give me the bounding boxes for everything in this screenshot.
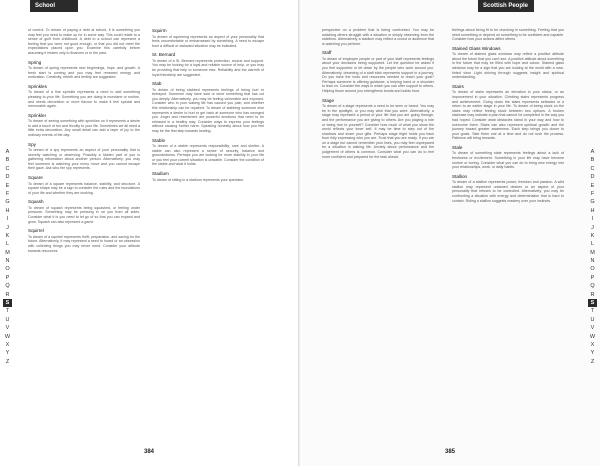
- alphabet-letter-f: F: [5, 190, 10, 197]
- entry-title: Squash: [28, 199, 44, 205]
- left-column-1: [28, 28, 140, 436]
- entry-title: Stallion: [452, 173, 468, 179]
- dictionary-entry: [152, 138, 264, 167]
- dictionary-entry: [452, 84, 564, 141]
- alphabet-letter-o: O: [5, 266, 10, 273]
- alphabet-letter-l: L: [590, 241, 595, 248]
- alphabet-letter-s: S: [3, 299, 12, 307]
- alphabet-letter-g: G: [5, 199, 10, 206]
- entry-body: To dream of being stabbed represents feelings of being hurt or betrayed. Someone may have said or done something that has cut you deeply. Alternatively, you may be feeling vulnerable and exposed. Consider who in your waking life has caused you pain, and whether this relationship can be repaired. To dream of stabbing someone else represents a desire to hurt or get back at someone who has wronged you. Anger and resentment are powerful emotions that need to be released in a healthy way. Consider ways to express your feelings without causing further harm. Speaking honestly about how you feel may be the first step towards healing.: [152, 87, 264, 133]
- alphabet-letter-a: A: [590, 149, 595, 155]
- alphabet-letter-u: U: [5, 316, 10, 323]
- left-page-header: School Credits: [30, 0, 78, 12]
- dictionary-entry: [152, 171, 264, 182]
- alphabet-letter-c: C: [590, 165, 595, 172]
- alphabet-letter-k: K: [590, 232, 595, 239]
- entry-title: Stained Glass Windows: [452, 45, 501, 51]
- right-column-1: [322, 28, 434, 436]
- entry-body: To dream of sitting in a stadium represents your spectator: [152, 177, 244, 182]
- entry-body: To dream of a fine sprinkle represents a need to add something pleasing to your life. Something you are doing is mundane or routine, and needs decoration or more flavour to make it feel special and memorable again.: [28, 90, 140, 109]
- alphabet-letter-n: N: [5, 258, 10, 265]
- alphabet-letter-i: I: [6, 216, 9, 223]
- entry-body: To dream of a squirrel represents thrift, preparation, and saving for the future. Alternatively, it may represent a need to hoard or an obsession with collecting things you may never need. Consider your attitude towards resources.: [28, 234, 140, 253]
- alphabet-letter-v: V: [5, 325, 10, 332]
- dictionary-entry: [28, 84, 140, 109]
- entry-body: To dream of a St. Bernard represents protection, rescue and support. You may be looking for a loyal and reliable source of help, or you may be providing that help to someone else. Reliability and the warmth of loyal friendship are suggested.: [152, 58, 264, 77]
- alphabet-letter-i: I: [591, 216, 594, 223]
- entry-title: Stab: [152, 81, 162, 87]
- right-column-2: [452, 28, 564, 436]
- alphabet-letter-j: J: [6, 224, 9, 231]
- alphabet-letter-o: O: [590, 266, 595, 273]
- alphabet-index-right: [588, 148, 597, 366]
- alphabet-letter-b: B: [590, 157, 595, 164]
- alphabet-letter-j: J: [591, 224, 594, 231]
- entry-title: Stale: [452, 144, 463, 150]
- entry-body: feelings about being fit to be checking in something. Feeling that you need something or depend on something to be confident and capable. Consider how your actions affect others.: [452, 28, 564, 42]
- dictionary-entry: [322, 28, 434, 46]
- right-page-header: Scottish People: [478, 0, 534, 12]
- entry-body: To dream of something stale represents feelings about a lack of freshness or excitement. Something in your life may have become routine or boring. Consider what you can do to bring new energy into your relationships, work, or daily habits.: [452, 151, 564, 170]
- right-page-number: 385: [445, 449, 456, 455]
- dictionary-entry: [28, 228, 140, 253]
- alphabet-letter-g: G: [590, 199, 595, 206]
- entry-title: Square: [28, 175, 43, 181]
- entry-body: perspective on a problem that is being confronted. You may be watching others struggle with a situation or simply observing from the sidelines. Alternatively a stadium may reflect a crowd or audience that is watching you perform.: [322, 28, 434, 46]
- entry-body: To dream of seeing something with sprinkles on it represents a desire to add a touch of fun and frivolity to your life. Sometimes we all need a little extra decoration. Any small detail can add a layer of joy to the ordinary events of the day.: [28, 119, 140, 137]
- entry-title: Stage: [322, 97, 335, 103]
- dictionary-entry: [322, 50, 434, 93]
- alphabet-letter-f: F: [590, 190, 595, 197]
- left-column-2: [152, 28, 264, 436]
- entry-title: Sprinkles: [28, 83, 47, 89]
- alphabet-letter-z: Z: [5, 358, 10, 365]
- alphabet-letter-y: Y: [5, 350, 10, 357]
- alphabet-letter-t: T: [5, 308, 10, 315]
- alphabet-letter-n: N: [590, 258, 595, 265]
- entry-body: To dream of a stage represents a need to be seen or heard. You may be in the spotlight, or you may wish that you were. Alternatively, a stage may represent a period of your life that you are going through, and the performance you are giving to others. Are you playing a role or being true to yourself? Consider how much of what you show the world reflects your inner self. It may be time to step out of the shadows and share your gifts. Perhaps stage fright holds you back from fully expressing who you are. Trust that you are ready. If you are on a stage but cannot remember your lines, you may feel unprepared for a situation in waking life. Anxiety about performance and the judgement of others is common. Consider what you can do to feel more confident and prepared for the task ahead.: [322, 104, 434, 159]
- alphabet-letter-t: T: [590, 308, 595, 315]
- entry-body: To dream of stairs represents an elevation in your status, or an improvement in your situation. Climbing stairs represents progress and achievement. Going down the stairs represents setbacks or a return to an earlier stage in your life. To dream of being stuck on the stairs may reflect feeling stuck between two options. A broken staircase may indicate a plan that cannot be completed in the way you had hoped. Consider what obstacles stand in your way and how to overcome them. Stairs can also represent spiritual growth and the journey toward greater awareness. Each step brings you closer to your goals. Take them one at a time and do not rush the process. Patience will bring rewards.: [452, 90, 564, 141]
- alphabet-letter-h: H: [590, 207, 595, 214]
- alphabet-letter-p: P: [590, 274, 595, 281]
- dictionary-entry: [452, 145, 564, 170]
- entry-title: Squirrel: [28, 228, 44, 234]
- alphabet-letter-m: M: [590, 249, 595, 256]
- alphabet-letter-d: D: [5, 174, 10, 181]
- alphabet-letter-x: X: [5, 341, 10, 348]
- entry-title: Staff: [322, 50, 332, 56]
- alphabet-letter-w: W: [589, 333, 596, 340]
- entry-body: To dream of a spy represents an aspect of your personality that is secretly watching or observing. Possibly a hidden part of you is gathering information about another person. Alternatively, you may feel someone is watching your every move and you cannot escape their gaze. Ask who the spy represents.: [28, 148, 140, 171]
- alphabet-letter-e: E: [5, 182, 10, 189]
- dictionary-entry: [452, 28, 564, 42]
- dictionary-entry: [28, 113, 140, 138]
- dictionary-entry: [152, 81, 264, 133]
- entry-body: of control. To dream of paying a debt at school, it is something you may feel you need to make up for in some way. This could relate to a sense of guilt from childhood. A debt to a school can represent a feeling that you were not good enough, or that you did not meet the expectations placed upon you. Examine this carefully before assuming it relates only to finances or to the past.: [28, 28, 140, 55]
- dictionary-entry: [322, 98, 434, 160]
- entry-body: To dream of employee people or part of your staff represents feelings about your decisions being supported. Let the question be asked if you feel supported or let down by the people who work around you. Alternatively, dreaming of a staff stick represents support in a journey. Do you have the tools and resources needed to reach your goal? Perhaps someone is offering guidance, a helping hand or a shoulder to lean on. Consider the ways in which you can offer support to others. Helping those around you strengthens bonds and builds trust.: [322, 56, 434, 94]
- entry-title: Stable: [152, 137, 166, 143]
- entry-title: Spy: [28, 141, 36, 147]
- entry-title: Stairs: [452, 83, 464, 89]
- alphabet-letter-v: V: [590, 325, 595, 332]
- dictionary-entry: [28, 199, 140, 224]
- right-page: [300, 0, 600, 466]
- alphabet-letter-y: Y: [590, 350, 595, 357]
- dictionary-entry: [152, 28, 264, 48]
- alphabet-letter-e: E: [590, 182, 595, 189]
- dictionary-entry: [28, 175, 140, 195]
- entry-title: Squirm: [152, 28, 167, 33]
- entry-body: To dream of squirming represents an aspect of your personality that feels uncomfortable or embarrassed by something. A need to escape from a difficult or awkward situation may be indicated.: [152, 34, 264, 48]
- left-page-number: 384: [144, 449, 155, 455]
- alphabet-index-left: [3, 148, 12, 366]
- entry-body: To dream of stained glass windows may reflect a positive attitude about the future that you can't see. A positive attitude about something in the future that may be filled with hope and colour. Stained glass windows may be a sign that you are looking at the world with a rose-tinted view. Light shining through suggests insight and spiritual understanding.: [452, 52, 564, 80]
- alphabet-letter-l: L: [5, 241, 10, 248]
- entry-title: Spring: [28, 59, 42, 65]
- entry-body: To dream of squash represents being squashed, or feeling under pressure. Something may be pressing in on you from all sides. Consider what it is you need to let go of so that you can expand and grow. Squash can also represent a game.: [28, 205, 140, 224]
- alphabet-letter-c: C: [5, 165, 10, 172]
- entry-title: Stadium: [152, 171, 169, 177]
- alphabet-letter-h: H: [5, 207, 10, 214]
- dictionary-entry: [452, 46, 564, 80]
- alphabet-letter-u: U: [590, 316, 595, 323]
- alphabet-letter-q: Q: [5, 283, 10, 290]
- entry-body: To dream of a stable represents responsibility, care and shelter. A stable can also represent a sense of security, balance and groundedness. Perhaps you are looking for more stability in your life or you feel your current situation is unstable. Consider the condition of the stable and what it holds.: [152, 144, 264, 167]
- alphabet-letter-w: W: [4, 333, 11, 340]
- entry-body: To dream of spring represents new beginnings, hope, and growth. A fresh start is coming and you may feel renewed energy and motivation. Creativity, rebirth and fertility are suggested.: [28, 66, 140, 80]
- alphabet-letter-d: D: [590, 174, 595, 181]
- alphabet-letter-b: B: [5, 157, 10, 164]
- alphabet-letter-k: K: [5, 232, 10, 239]
- alphabet-letter-z: Z: [590, 358, 595, 365]
- dictionary-entry: [452, 174, 564, 203]
- alphabet-letter-a: A: [5, 149, 10, 155]
- dictionary-entry: [152, 52, 264, 77]
- dictionary-entry: [28, 28, 140, 56]
- dictionary-entry: [28, 142, 140, 171]
- entry-title: Sprinkler: [28, 112, 47, 118]
- alphabet-letter-s: S: [588, 299, 597, 307]
- entry-body: To dream of a square represents balance, stability, and structure. A square shape may be a sign to consider the rules and the foundations of your life and whether they are working.: [28, 181, 140, 195]
- entry-title: St. Bernard: [152, 52, 176, 58]
- alphabet-letter-r: R: [5, 291, 10, 298]
- entry-body: To dream of a stallion represents power, freedom and passion. A wild stallion may represent untamed desires or an aspect of your personality that refuses to be controlled. Alternatively, you may be confronting a situation with energy and determination that is hard to contain. Riding a stallion suggests mastery over your instincts.: [452, 180, 564, 203]
- alphabet-letter-q: Q: [590, 283, 595, 290]
- dictionary-entry: [28, 60, 140, 80]
- alphabet-letter-m: M: [5, 249, 10, 256]
- alphabet-letter-p: P: [5, 274, 10, 281]
- alphabet-letter-x: X: [590, 341, 595, 348]
- alphabet-letter-r: R: [590, 291, 595, 298]
